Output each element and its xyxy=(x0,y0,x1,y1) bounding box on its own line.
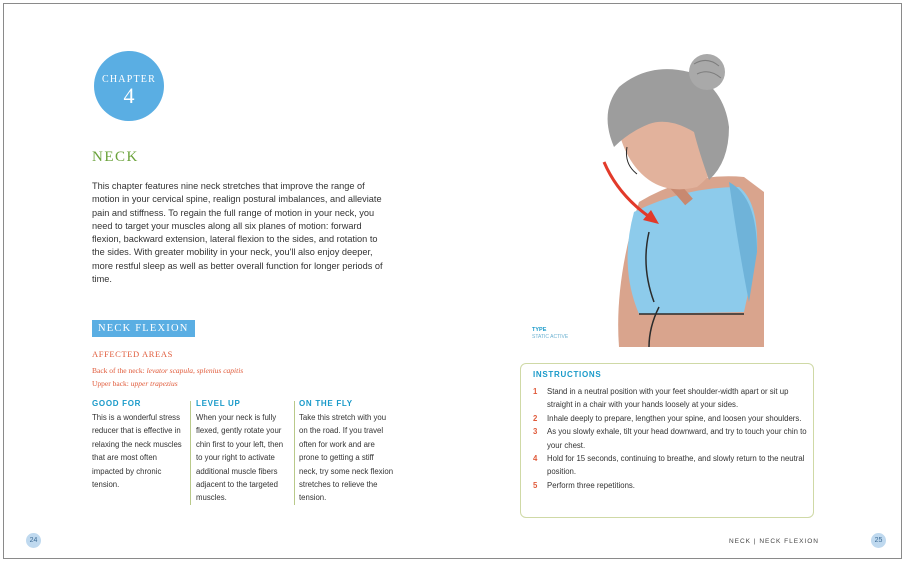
affected-area-name: Upper back: xyxy=(92,379,131,388)
column-on-the-fly xyxy=(299,399,394,505)
instructions-list xyxy=(533,385,807,492)
column-heading: LEVEL UP xyxy=(196,399,241,408)
section-tab: NECK FLEXION xyxy=(92,320,195,337)
column-divider xyxy=(190,401,191,505)
column-good-for xyxy=(92,399,187,491)
step-number: 4 xyxy=(533,454,538,464)
step-text: Hold for 15 seconds, continuing to breathe, and slowly return to the neutral position. xyxy=(547,454,805,477)
page-number-left: 24 xyxy=(26,533,41,548)
column-text: Take this stretch with you on the road. If you travel often for work and are prone to getting a stiff neck, try some neck flexion stretches to relieve the tension. xyxy=(299,413,394,503)
chapter-badge xyxy=(94,51,164,121)
step-number: 3 xyxy=(533,427,538,437)
chapter-label: CHAPTER xyxy=(102,74,156,85)
column-text: This is a wonderful stress reducer that is effective in relaxing the neck muscles that are most often impacted by chronic tension. xyxy=(92,413,182,490)
affected-area-name: Back of the neck: xyxy=(92,366,147,375)
affected-area-line xyxy=(92,366,243,375)
page-title: NECK xyxy=(92,149,139,165)
type-value: STATIC ACTIVE xyxy=(532,334,569,340)
affected-area-line xyxy=(92,379,178,388)
intro-paragraph: This chapter features nine neck stretches that improve the range of motion in your cervical spine, realign postural imbalances, and alleviate pain and stiffness. To regain the full range of motion in your neck, you need to target your muscles along all six planes of motion: forward flexion, backward extension, lateral flexion to the sides, and rotation to the sides. With greater mobility in your neck, you'll also enjoy deeper, more restful sleep as well as better overall function for longer periods of time. xyxy=(92,181,383,285)
step-text: Inhale deeply to prepare, lengthen your spine, and loosen your shoulders. xyxy=(547,413,802,423)
step-text: Perform three repetitions. xyxy=(547,480,635,490)
step-text: Stand in a neutral position with your feet shoulder-width apart or sit up straight in a chair with your hands loosely at your sides. xyxy=(547,387,789,410)
column-heading: ON THE FLY xyxy=(299,399,353,408)
page-number-right: 25 xyxy=(871,533,886,548)
instruction-step xyxy=(533,412,807,425)
neck-flexion-illustration xyxy=(579,52,764,347)
affected-area-muscles: levator scapula, splenius capitis xyxy=(146,366,244,375)
book-spread xyxy=(3,3,902,559)
instructions-box xyxy=(520,363,814,518)
affected-area-muscles: upper trapezius xyxy=(130,379,178,388)
step-number: 1 xyxy=(533,387,538,396)
instructions-heading: INSTRUCTIONS xyxy=(533,370,602,379)
instruction-step xyxy=(533,425,807,452)
footer-breadcrumb: NECK | NECK FLEXION xyxy=(728,538,819,545)
instruction-step xyxy=(533,452,807,479)
instruction-step xyxy=(533,385,807,412)
chapter-number: 4 xyxy=(123,83,135,108)
left-page xyxy=(4,4,454,558)
column-heading: GOOD FOR xyxy=(92,399,142,408)
step-number: 2 xyxy=(533,413,538,423)
step-text: As you slowly exhale, tilt your head downward, and try to touch your chin to your chest. xyxy=(547,427,807,450)
right-page xyxy=(454,4,901,558)
column-level-up xyxy=(196,399,291,505)
column-text: When your neck is fully flexed, gently rotate your chin first to your left, then to your right to activate additional muscle fibers adjacent to the targeted muscles. xyxy=(196,413,284,503)
affected-areas-title: AFFECTED AREAS xyxy=(92,349,173,359)
column-divider xyxy=(294,401,295,505)
instruction-step xyxy=(533,479,807,492)
type-label: TYPE xyxy=(532,327,547,333)
step-number: 5 xyxy=(533,480,538,490)
